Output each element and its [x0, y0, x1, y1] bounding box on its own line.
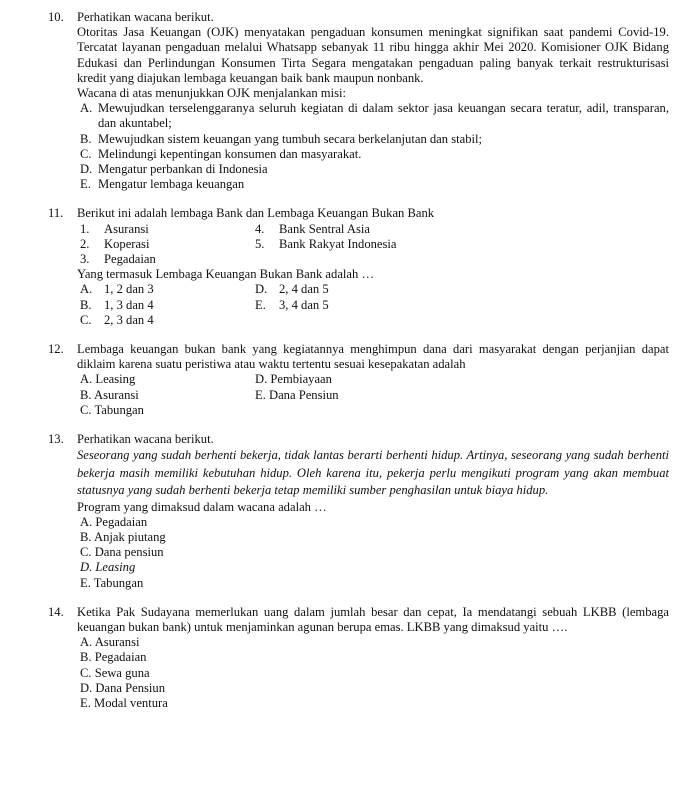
option-letter: D.: [80, 162, 93, 177]
option-letter: A.: [80, 101, 93, 116]
option-text: Mengatur lembaga keuangan: [98, 177, 245, 192]
question-text: Program yang dimaksud dalam wacana adalah …: [77, 499, 327, 514]
option-text: 2, 4 dan 5: [279, 282, 329, 297]
option-a: A. Asuransi: [80, 635, 140, 650]
question-intro: Perhatikan wacana berikut.: [77, 432, 214, 447]
option-row: [77, 388, 669, 403]
option-a: [77, 101, 669, 131]
option-c: C. Tabungan: [80, 402, 144, 417]
item-text: Asuransi: [104, 221, 149, 236]
question-number: 13.: [48, 432, 64, 447]
item-text: Koperasi: [104, 236, 150, 251]
option-row: [77, 313, 669, 328]
question-text: Ketika Pak Sudayana memerlukan uang dalam jumlah besar dan cepat, Ia mendatangi sebuah LKBB (lembaga keuangan bukan bank) untuk menjaminkan agunan berupa emas. LKBB yang dimaksud yaitu ….: [77, 604, 669, 634]
option-letter: B.: [80, 131, 92, 146]
option-row: [77, 298, 669, 313]
option-c: C. Sewa guna: [80, 665, 150, 680]
option-letter: C.: [80, 146, 92, 161]
option-text: Mewujudkan terselenggaranya seluruh kegiatan di dalam sektor jasa keuangan secara teratur, adil, transparan, dan akuntabel;: [98, 101, 669, 131]
option-b: [77, 132, 669, 147]
question-number: 14.: [48, 604, 64, 619]
option-letter: C.: [80, 312, 92, 327]
question-intro: Perhatikan wacana berikut.: [77, 10, 214, 24]
item-number: 1.: [80, 221, 90, 236]
item-row: [77, 252, 669, 267]
option-letter: A.: [80, 282, 93, 297]
option-d: D. Leasing: [80, 560, 136, 575]
option-letter: B.: [80, 297, 92, 312]
option-letter: E.: [255, 297, 266, 312]
option-b: B. Asuransi: [80, 387, 139, 402]
option-text: 1, 3 dan 4: [104, 297, 154, 312]
option-a: A. Leasing: [80, 372, 136, 387]
item-number: 3.: [80, 252, 90, 267]
option-e: E. Dana Pensiun: [255, 387, 339, 402]
question-text: Wacana di atas menunjukkan OJK menjalankan misi:: [77, 86, 346, 101]
option-a: A. Pegadaian: [80, 514, 148, 529]
question-14: [0, 605, 669, 711]
option-b: B. Pegadaian: [80, 650, 147, 665]
item-number: 5.: [255, 236, 265, 251]
option-d: D. Pembiayaan: [255, 372, 332, 387]
question-number: 10.: [48, 10, 64, 24]
question-10: [0, 10, 669, 192]
question-number: 11.: [48, 206, 64, 221]
option-c: [77, 147, 669, 162]
option-letter: E.: [80, 177, 91, 192]
option-text: 2, 3 dan 4: [104, 312, 154, 327]
item-number: 4.: [255, 221, 265, 236]
option-row: [77, 372, 669, 387]
option-d: [77, 162, 669, 177]
question-number: 12.: [48, 342, 64, 357]
option-e: E. Modal ventura: [80, 695, 168, 710]
option-e: [77, 177, 669, 192]
option-row: [77, 282, 669, 297]
item-number: 2.: [80, 236, 90, 251]
option-c: C. Dana pensiun: [80, 545, 164, 560]
question-text: Yang termasuk Lembaga Keuangan Bukan Bank adalah …: [77, 267, 375, 282]
question-11: [0, 206, 669, 328]
question-text: Lembaga keuangan bukan bank yang kegiatannya menghimpun dana dari masyarakat dengan perjanjian dapat diklaim karena suatu peristiwa atau waktu tertentu sesuai kesepakatan adalah: [77, 342, 669, 372]
option-text: 1, 2 dan 3: [104, 282, 154, 297]
question-intro: Berikut ini adalah lembaga Bank dan Lembaga Keuangan Bukan Bank: [77, 206, 435, 221]
item-text: Bank Sentral Asia: [279, 221, 370, 236]
option-text: Melindungi kepentingan konsumen dan masyarakat.: [98, 146, 362, 161]
question-12: [0, 342, 669, 418]
option-text: Mewujudkan sistem keuangan yang tumbuh secara berkelanjutan dan stabil;: [98, 131, 482, 146]
item-row: [77, 222, 669, 237]
option-letter: D.: [255, 282, 268, 297]
passage-text: Seseorang yang sudah berhenti bekerja, tidak lantas berarti berhenti hidup. Artinya, seseorang yang sudah berhenti bekerja masih memiliki kebutuhan hidup. Oleh karena itu, pekerja perlu mengikuti program yang akan membuat statusnya yang sudah berhenti bekerja tetap memiliki sumber penghasilan untuk biaya hidup.: [77, 448, 669, 498]
option-text: 3, 4 dan 5: [279, 297, 329, 312]
passage-text: Otoritas Jasa Keuangan (OJK) menyatakan pengaduan konsumen meningkat signifikan saat pandemi Covid-19. Tercatat layanan pengaduan melalui Whatsapp sebanyak 11 ribu hingga akhir Mei 2020. Komisioner OJK Bidang Edukasi dan Perlindungan Konsumen Tirta Segara mengatakan pengaduan paling banyak terkait restrukturisasi kredit yang diajukan lembaga keuangan baik bank maupun nonbank.: [77, 25, 669, 85]
option-b: B. Anjak piutang: [80, 529, 166, 544]
option-e: E. Tabungan: [80, 575, 144, 590]
option-d: D. Dana Pensiun: [80, 680, 165, 695]
option-row: [77, 403, 669, 418]
item-text: Bank Rakyat Indonesia: [279, 236, 397, 251]
option-text: Mengatur perbankan di Indonesia: [98, 162, 268, 177]
question-13: [0, 432, 669, 591]
item-row: [77, 237, 669, 252]
item-text: Pegadaian: [104, 252, 156, 267]
